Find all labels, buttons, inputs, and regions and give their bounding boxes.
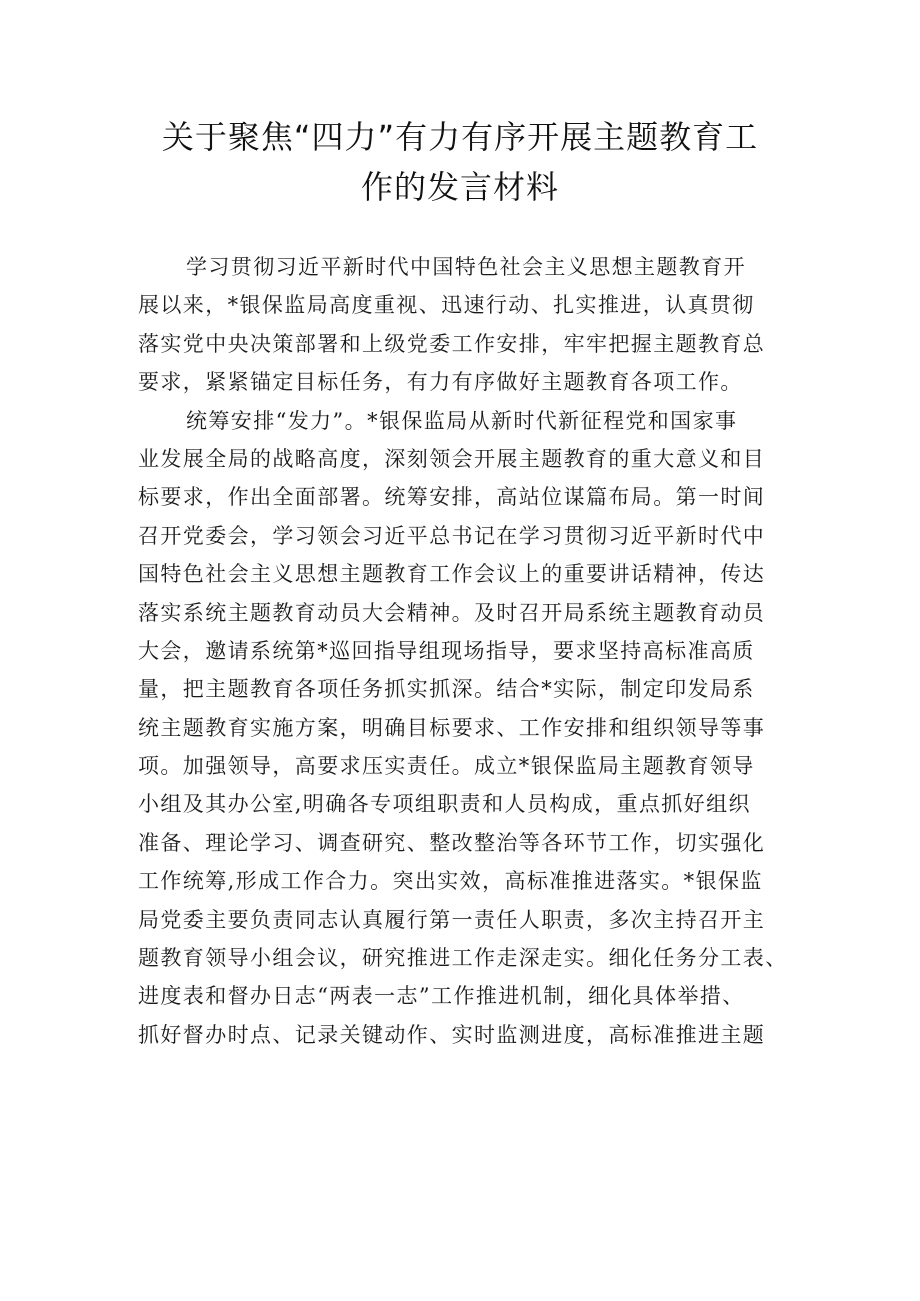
text-line: 小组及其办公室,明确各专项组职责和人员构成，重点抓好组织 [138,792,751,817]
text-line: 进度表和督办日志“两表一志”工作推进机制，细化具体举措、 [138,984,745,1009]
text-line: 落实党中央决策部署和上级党委工作安排，牢牢把握主题教育总 [138,331,766,356]
paragraph-intro [138,248,792,402]
title-line: 作的发言材料 [360,168,559,206]
text-line: 业发展全局的战略高度，深刻领会开展主题教育的重大意义和目 [138,446,766,471]
text-line: 落实系统主题教育动员大会精神。及时召开局系统主题教育动员 [138,600,766,625]
text-line: 展以来，*银保监局高度重视、迅速行动、扎实推进，认真贯彻 [138,293,755,318]
text-line: 抓好督办时点、记录关键动作、实时监测进度，高标准推进主题 [138,1022,766,1047]
text-line: 项。加强领导，高要求压实责任。成立*银保监局主题教育领导 [138,754,755,779]
text-line: 国特色社会主义思想主题教育工作会议上的重要讲话精神，传达 [138,562,766,587]
paragraph-overall-planning [138,402,792,1055]
text-line: 量，把主题教育各项任务抓实抓深。结合*实际，制定印发局系 [138,677,755,702]
document-body [138,248,792,1054]
text-line: 召开党委会，学习领会习近平总书记在学习贯彻习近平新时代中 [138,523,766,548]
title-line: 关于聚焦“四力”有力有序开展主题教育工 [161,118,759,156]
text-line: 题教育领导小组会议，研究推进工作走深走实。细化任务分工表、 [138,946,788,971]
document-title [140,112,780,212]
text-line: 统筹安排“发力”。*银保监局从新时代新征程党和国家事 [186,408,738,433]
text-line: 准备、理论学习、调查研究、整改整治等各环节工作，切实强化 [138,830,766,855]
text-line: 工作统筹,形成工作合力。突出实效，高标准推进落实。*银保监 [138,869,763,894]
text-line: 标要求，作出全面部署。统筹安排，高站位谋篇布局。第一时间 [138,485,766,510]
text-line: 学习贯彻习近平新时代中国特色社会主义思想主题教育开 [186,255,746,279]
text-line: 统主题教育实施方案，明确目标要求、工作安排和组织领导等事 [138,715,766,740]
text-line: 要求，紧紧锚定目标任务，有力有序做好主题教育各项工作。 [138,370,743,395]
text-line: 大会，邀请系统第*巡回指导组现场指导，要求坚持高标准高质 [138,638,755,663]
text-line: 局党委主要负责同志认真履行第一责任人职责，多次主持召开主 [138,907,766,932]
